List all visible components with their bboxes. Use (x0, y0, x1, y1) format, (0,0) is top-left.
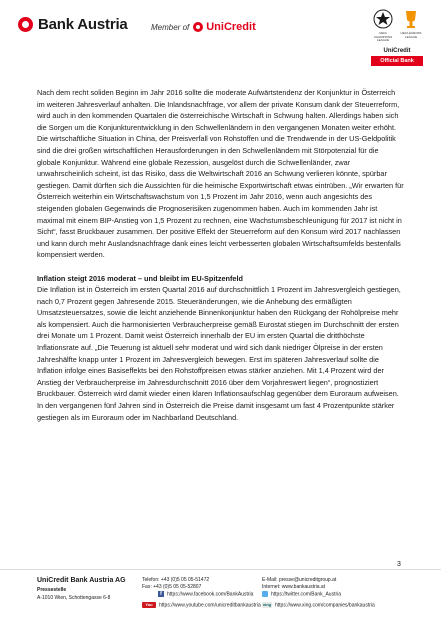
badge-brand: UniCredit (383, 48, 411, 54)
footer-internet[interactable]: Internet: www.bankaustria.at (262, 584, 326, 590)
footer-fax: Fax: +43 (0)5 05 05-52807 (142, 584, 202, 590)
europa-league-trophy-icon (400, 8, 422, 32)
facebook-icon: f (158, 591, 164, 597)
champions-league-icon (372, 8, 394, 32)
official-bank-label: Official Bank (371, 56, 423, 66)
footer-department: Pressestelle (37, 587, 67, 593)
footer-email[interactable]: E-Mail: presse@unicreditgroup.at (262, 577, 337, 583)
member-of-unicredit (151, 21, 256, 33)
champions-league-logo: UEFA CHAMPIONS LEAGUE (371, 8, 395, 44)
page-header (0, 0, 441, 78)
member-brand: UniCredit (206, 21, 256, 33)
section-heading: Inflation steigt 2016 moderat – und bleibt im EU-Spitzenfeld (37, 273, 243, 283)
page-number: 3 (397, 561, 401, 568)
unicredit-logo-icon (18, 17, 33, 32)
footer-address: A-1010 Wien, Schottengasse 6-8 (37, 595, 111, 601)
facebook-link[interactable]: f https://www.facebook.com/BankAustria (158, 591, 253, 597)
official-bank-badge (371, 8, 423, 72)
youtube-link[interactable]: You https://www.youtube.com/unicreditbankaustria (142, 602, 261, 608)
twitter-icon (262, 591, 268, 597)
bank-austria-logo (18, 16, 128, 33)
twitter-link[interactable]: https://twitter.com/Bank_Austria (262, 591, 341, 597)
xing-link[interactable]: xing https://www.xing.com/companies/bankaustria (262, 602, 375, 609)
member-prefix: Member of (151, 22, 190, 32)
paragraph-outlook: Nach dem recht soliden Beginn im Jahr 2016 sollte die moderate Aufwärtstendenz der Konjunktur in Österreich im weiteren Jahresverlauf anhalten. Die Inlandsnachfrage, vor allem der private Konsum dank der Steuerreform, wird auch in den kommenden Quartalen die österreichische Wirtschaft in Schwung halten. Allerdings haben sich die Sorgen um die Konjunkturentwicklung in den Schwellenländern in den vergangenen Monaten weiter erhöht. Die wirtschaftliche Situation in China, der Preisverfall von Rohstoffen und die Trendwende in der US-Geldpolitik sind die drei großen wirtschaftlichen Herausforderungen in den Schwellenländern mit Störpotenzial für die globale Konjunktur. Während eine globale Rezession, ausgelöst durch die Schwellenländer, zwar unwahrscheinlich scheint, ist das Risiko, dass die Weltwirtschaft 2016 an Schwung verlieren könnte, spürbar gestiegen. Damit dürften sich die Aussichten für die heimische Exportwirtschaft etwas eintrüben. „Wir erwarten für Österreich weiterhin ein Wirtschaftswachstum von 1,5 Prozent im Jahr 2016, wenn auch angesichts des steigenden globalen Gegenwinds die Prognoserisiken zugenommen haben. Auch im kommenden Jahr ist maximal mit einem BIP-Anstieg von 1,5 Prozent zu rechnen, eine Wachstumsbeschleunigung für 2017 ist nicht in Sicht“, fasst Bruckbauer zusammen. Der positive Effekt der Steuerreform auf den Konsum wird 2017 nachlassen und kann durch mehr Auslandsnachfrage dank eines leicht verbesserten globalen Wirtschaftsumfelds bestenfalls kompensiert werden. (37, 88, 404, 260)
press-release-body (37, 87, 404, 435)
youtube-icon: You (142, 602, 156, 608)
xing-icon: xing (262, 602, 272, 607)
footer-phone: Telefon: +43 (0)5 05 05-51472 (142, 577, 210, 583)
page-footer (0, 569, 441, 625)
europa-league-logo: UEFA EUROPA LEAGUE (399, 8, 423, 44)
brand-name: Bank Austria (38, 16, 128, 33)
unicredit-mark-icon (193, 22, 203, 32)
paragraph-inflation: Die Inflation ist in Österreich im ersten Quartal 2016 auf durchschnittlich 1 Prozent im Jahresvergleich gestiegen, nach 0,7 Prozent gegen Jahresende 2015. Steueränderungen, wie die Anhebung des ermäßigten Umsatzsteuersatzes, sowie die leicht anziehende Binnenkonjunktur haben den Rückgang der Rohölpreise mehr als kompensiert. Auch die harmonisierten Verbraucherpreise gemäß Eurostat stiegen im Durchschnitt der ersten drei Monate um 1 Prozent. Damit weist Österreich innerhalb der EU im ersten Quartal die dritthöchste Inflationsrate auf. „Die Teuerung ist aktuell sehr moderat und wird sich dank niedriger Ölpreise in der ersten Jahreshälfte knapp unter 1 Prozent im Jahresvergleich bewegen. Erst im späteren Jahresverlauf sollte die Inflation infolge eines Basiseffekts bei den Rohstoffpreisen etwas stärker anziehen. Mit 1,4 Prozent wird der Anstieg der Verbraucherpreise im Jahresdurchschnitt 2016 über dem Vorjahreswert liegen“, prognostiziert Bruckbauer. Österreich wird damit wieder einen klaren Inflationsaufschlag gegenüber dem Euroraum aufweisen. In den vergangenen fünf Jahren sind in Österreich die Preise damit insgesamt um fast 4 Prozentpunkte stärker gestiegen als im Euroraum oder im Nachbarland Deutschland. (37, 285, 401, 422)
footer-company: UniCredit Bank Austria AG (37, 577, 126, 584)
